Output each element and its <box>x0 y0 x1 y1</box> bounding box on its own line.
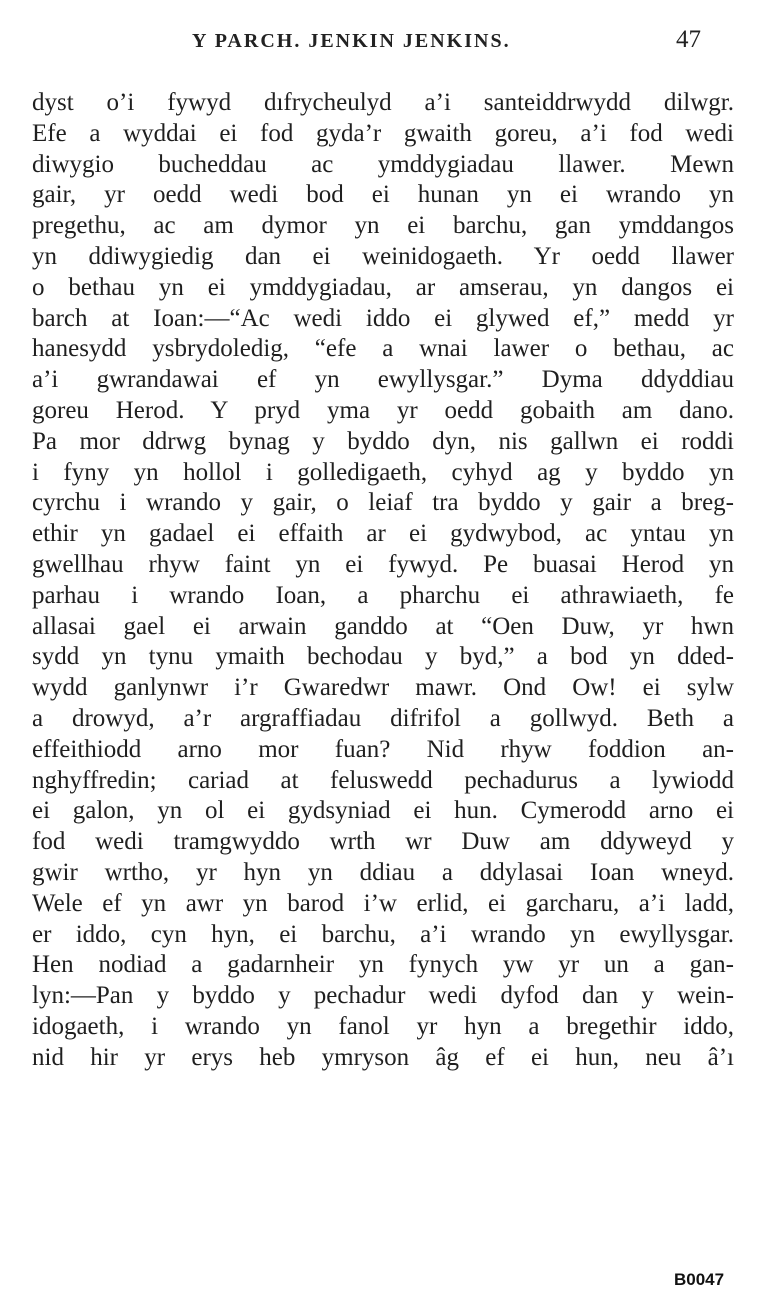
text-line: nghyffredin; cariad at feluswedd pechadurus a lywiodd <box>32 766 734 794</box>
text-line: lyn:—Pan y byddo y pechadur wedi dyfod dan y wein- <box>32 982 734 1010</box>
text-line: pregethu, ac am dymor yn ei barchu, gan ymddangos <box>32 212 734 240</box>
running-head <box>0 26 757 60</box>
text-line: o bethau yn ei ymddygiadau, ar amserau, yn dangos ei <box>32 273 734 301</box>
text-line: Wele ef yn awr yn barod i’w erlid, ei garcharu, a’i ladd, <box>32 889 734 917</box>
text-line: sydd yn tynu ymaith bechodau y byd,” a bod yn dded- <box>32 643 734 671</box>
text-line: er iddo, cyn hyn, ei barchu, a’i wrando yn ewyllysgar. <box>32 920 734 948</box>
text-line: a’i gwrandawai ef yn ewyllysgar.” Dyma ddyddiau <box>32 366 734 394</box>
text-line: dyst o’i fywyd dıfrycheulyd a’i santeiddrwydd dilwgr. <box>32 89 734 116</box>
catalog-code: B0047 <box>674 1270 725 1289</box>
text-line: allasai gael ei arwain ganddo at “Oen Duw, yr hwn <box>32 612 734 640</box>
text-line: gwir wrtho, yr hyn yn ddiau a ddylasai Ioan wneyd. <box>32 858 734 886</box>
text-line: diwygio bucheddau ac ymddygiadau llawer. Mewn <box>32 150 734 178</box>
text-line: parhau i wrando Ioan, a pharchu ei athrawiaeth, fe <box>32 581 734 609</box>
text-line: cyrchu i wrando y gair, o leiaf tra byddo y gair a breg- <box>32 489 734 517</box>
text-line: Efe a wyddai ei fod gyda’r gwaith goreu, a’i fod wedi <box>32 119 734 147</box>
text-line: idogaeth, i wrando yn fanol yr hyn a bregethir iddo, <box>32 1012 734 1040</box>
text-line: gwellhau rhyw faint yn ei fywyd. Pe buasai Herod yn <box>32 550 734 578</box>
running-title: Y PARCH. JENKIN JENKINS. <box>192 30 511 52</box>
text-line: fod wedi tramgwyddo wrth wr Duw am ddyweyd y <box>32 828 734 856</box>
text-line: barch at Ioan:—“Ac wedi iddo ei glywed ef,” medd yr <box>32 304 734 332</box>
body-text <box>32 88 734 1074</box>
page-number: 47 <box>676 26 701 53</box>
text-line: Pa mor ddrwg bynag y byddo dyn, nis gallwn ei roddi <box>32 427 734 455</box>
text-line: i fyny yn hollol i golledigaeth, cyhyd ag y byddo yn <box>32 458 734 486</box>
text-line: ethir yn gadael ei effaith ar ei gydwybod, ac yntau yn <box>32 520 734 548</box>
text-line: yn ddiwygiedig dan ei weinidogaeth. Yr oedd llawer <box>32 242 734 270</box>
text-line: effeithiodd arno mor fuan? Nid rhyw foddion an- <box>32 735 734 763</box>
text-line: nid hir yr erys heb ymryson âg ef ei hun, neu â’ı <box>32 1043 734 1071</box>
text-line: goreu Herod. Y pryd yma yr oedd gobaith am dano. <box>32 396 734 424</box>
text-line: a drowyd, a’r argraffiadau difrifol a gollwyd. Beth a <box>32 704 734 732</box>
text-line: ei galon, yn ol ei gydsyniad ei hun. Cymerodd arno ei <box>32 797 734 825</box>
text-line: wydd ganlynwr i’r Gwaredwr mawr. Ond Ow! ei sylw <box>32 674 734 702</box>
text-line: gair, yr oedd wedi bod ei hunan yn ei wrando yn <box>32 181 734 209</box>
text-line: hanesydd ysbrydoledig, “efe a wnai lawer o bethau, ac <box>32 335 734 363</box>
text-line: Hen nodiad a gadarnheir yn fynych yw yr un a gan- <box>32 951 734 979</box>
